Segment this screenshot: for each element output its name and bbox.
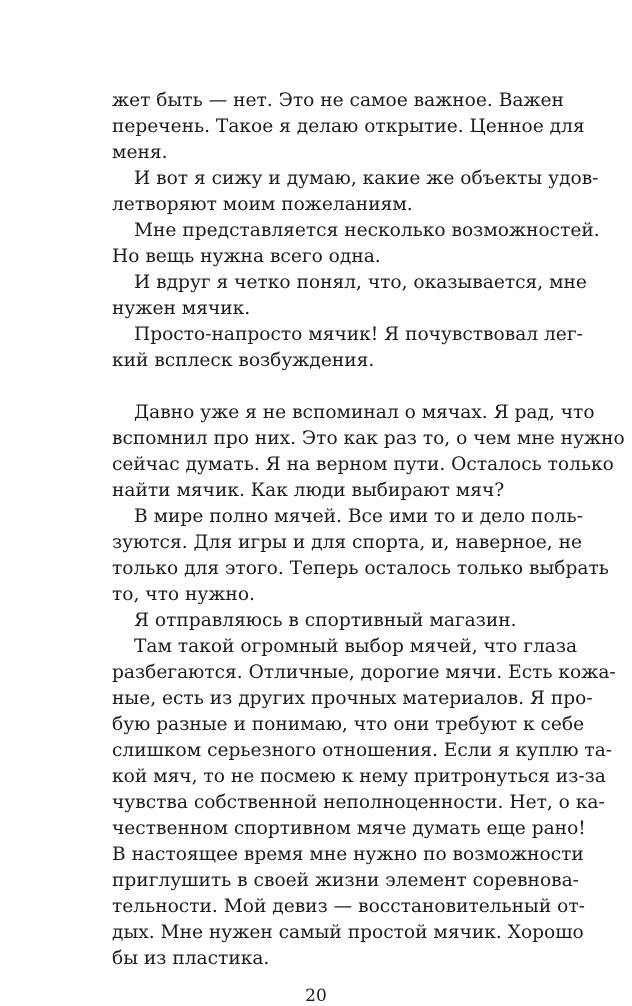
text-line: В мире полно мячей. Все ими то и дело поль- bbox=[134, 506, 583, 527]
text-line: перечень. Такое я делаю открытие. Ценное для bbox=[112, 116, 585, 137]
text-line: кий всплеск возбуждения. bbox=[112, 350, 375, 371]
text-line: Там такой огромный выбор мячей, что глаза bbox=[134, 636, 578, 657]
text-line: зуются. Для игры и для спорта, и, наверное, не bbox=[112, 532, 583, 553]
text-line: вспомнил про них. Это как раз то, о чем мне нужно bbox=[112, 428, 625, 449]
text-line: тельности. Мой девиз — восстановительный от- bbox=[112, 896, 585, 917]
text-line: разбегаются. Отличные, дорогие мячи. Есть кожа- bbox=[112, 662, 616, 683]
text-line: приглушить в своей жизни элемент соревнова- bbox=[112, 870, 579, 891]
text-line: то, что нужно. bbox=[112, 584, 255, 605]
text-line: Но вещь нужна всего одна. bbox=[112, 246, 381, 267]
text-line: бую разные и понимаю, что они требуют к себе bbox=[112, 714, 585, 735]
text-line: чественном спортивном мяче думать еще рано! bbox=[112, 818, 586, 839]
text-line: чувства собственной неполноценности. Нет, о ка- bbox=[112, 792, 605, 813]
text-line: Просто-напросто мячик! Я почувствовал лег- bbox=[134, 324, 583, 345]
text-line: меня. bbox=[112, 142, 168, 163]
text-line: жет быть — нет. Это не самое важное. Важен bbox=[112, 90, 564, 111]
text-line: Я отправляюсь в спортивный магазин. bbox=[134, 610, 517, 631]
text-line: только для этого. Теперь осталось только выбрать bbox=[112, 558, 609, 579]
text-line: нужен мячик. bbox=[112, 298, 251, 319]
text-line: И вдруг я четко понял, что, оказывается, мне bbox=[134, 272, 587, 293]
text-line: В настоящее время мне нужно по возможности bbox=[112, 844, 584, 865]
text-line: ные, есть из других прочных материалов. Я про- bbox=[112, 688, 593, 709]
text-line: Мне представляется несколько возможностей. bbox=[134, 220, 600, 241]
text-line: слишком серьезного отношения. Если я куплю та- bbox=[112, 740, 613, 761]
text-line: кой мяч, то не посмею к нему притронуться из-за bbox=[112, 766, 606, 787]
text-line: бы из пластика. bbox=[112, 948, 270, 969]
text-line: Давно уже я не вспоминал о мячах. Я рад, что bbox=[134, 402, 595, 423]
text-line: летворяют моим пожеланиям. bbox=[112, 194, 413, 215]
text-line: И вот я сижу и думаю, какие же объекты удов- bbox=[134, 168, 599, 189]
page-number: 20 bbox=[305, 986, 327, 1006]
text-line: найти мячик. Как люди выбирают мяч? bbox=[112, 480, 505, 501]
text-line: сейчас думать. Я на верном пути. Осталось только bbox=[112, 454, 614, 475]
text-line: дых. Мне нужен самый простой мячик. Хорошо bbox=[112, 922, 584, 943]
